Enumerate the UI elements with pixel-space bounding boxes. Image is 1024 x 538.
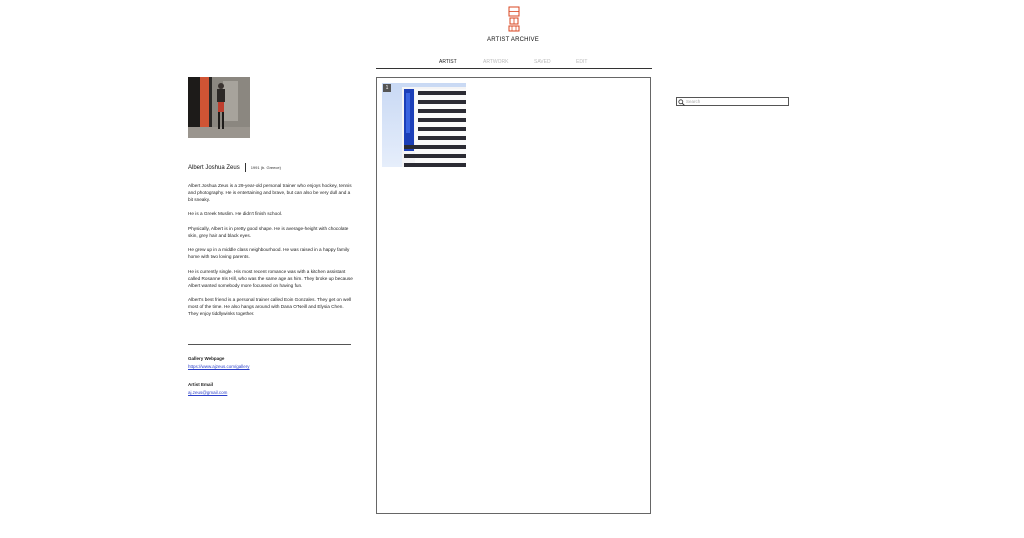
artist-name: Albert Joshua Zeus <box>188 164 240 171</box>
bio-paragraph: He is currently single. His most recent romance was with a kitchen assistant called Rosanne Iris Hill, who was the same age as him. They broke up because Albert wanted somebody more focussed on having fun. <box>188 268 353 288</box>
artist-email-link[interactable]: aj.zeus@gmail.com <box>188 390 228 395</box>
search-input[interactable] <box>686 98 786 105</box>
name-divider <box>245 163 246 172</box>
gallery-webpage-label: Gallery Webpage <box>188 356 225 361</box>
bio-paragraph: He grew up in a middle class neighbourhood. He was raised in a happy family home with two loving parents. <box>188 247 350 260</box>
section-divider <box>188 344 351 345</box>
bio-paragraph: Albert Joshua Zeus is a 29-year-old personal trainer who enjoys hockey, tennis and photography. He is entertaining and brave, but can also be very dull and a bit sneaky. <box>188 183 352 203</box>
tab-artwork[interactable]: ARTWORK <box>483 59 509 65</box>
gallery-webpage-link[interactable]: https://www.ajzeus.com/gallery <box>188 364 250 369</box>
tab-edit[interactable]: EDIT <box>576 59 588 65</box>
bio-paragraph: Albert's best friend is a personal trainer called Eoin Gonzales. They get on well most of the time. He also hangs around with Dana O'Neill and Elysia Chen. They enjoy tiddlywinks together. <box>188 296 352 317</box>
tab-bar <box>376 59 652 69</box>
artist-name-row <box>188 163 358 172</box>
tab-artist[interactable]: ARTIST <box>439 59 457 65</box>
artist-bio <box>188 182 354 324</box>
site-title[interactable]: ARTIST ARCHIVE <box>487 37 539 43</box>
artist-profile-photo <box>188 77 250 138</box>
search-box <box>676 97 789 106</box>
bio-paragraph: Physically, Albert is in pretty good shape. He is average-height with chocolate skin, grey hair and black eyes. <box>188 225 349 238</box>
search-icon[interactable] <box>678 99 685 106</box>
hanko-seal-icon <box>508 6 520 32</box>
artist-email-label: Artist Email <box>188 382 214 387</box>
tab-saved[interactable]: SAVED <box>534 59 551 65</box>
artwork-index-badge: 1 <box>383 84 391 92</box>
artwork-gallery <box>376 77 651 514</box>
artwork-thumbnail[interactable] <box>382 83 466 167</box>
artist-birth-info: 1991 (b. Greece) <box>250 165 281 170</box>
bio-paragraph: He is a Greek Muslim. He didn't finish school. <box>188 211 283 217</box>
